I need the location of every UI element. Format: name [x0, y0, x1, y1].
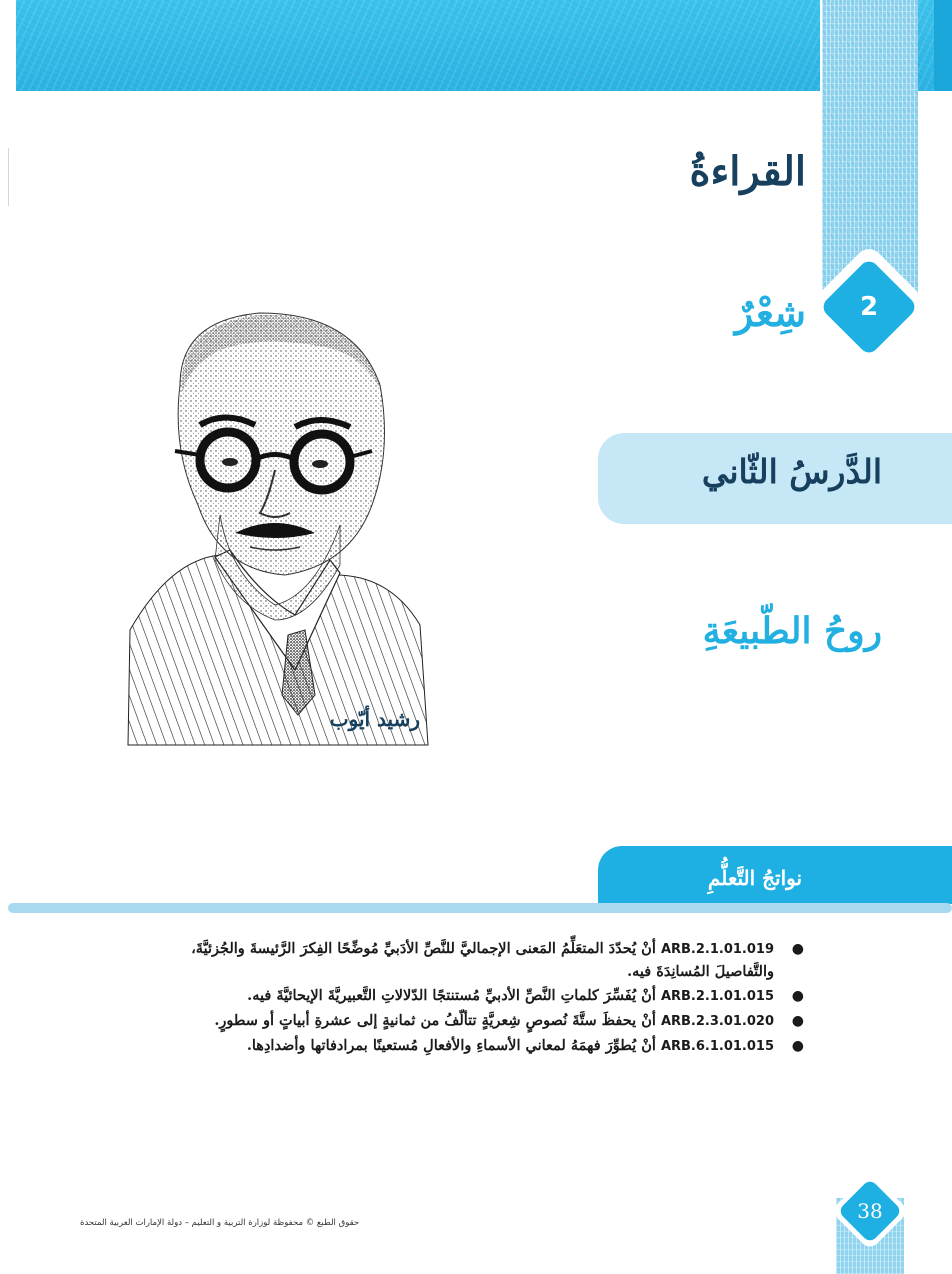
outcome-code: ARB.2.3.01.020	[660, 1014, 774, 1029]
outcome-code: ARB.2.1.01.015	[660, 989, 774, 1004]
outcome-item	[150, 938, 810, 983]
outcome-text: أنْ يُحدّدَ المتعَلِّمُ المَعنى الإجماليَّ للنَّصِّ الأدَبيِّ مُوضِّحًا الفِكرَ الرَّئيسةَ والجُزئيَّةَ، والتَّفاصيلَ المُسانِدَةَ فيه.	[191, 940, 774, 980]
banner-edge	[934, 0, 952, 91]
outcome-code: ARB.2.1.01.019	[660, 942, 774, 957]
section-title: القراءةُ	[689, 148, 806, 195]
outcome-code: ARB.6.1.01.015	[660, 1039, 774, 1054]
portrait-drawing	[128, 313, 428, 745]
lesson-title: الدَّرسُ الثّاني	[701, 452, 882, 491]
bullet-icon: ●	[791, 1013, 804, 1029]
outcomes-title: نواتجُ التَّعلُّمِ	[707, 866, 803, 890]
page-number: 38	[857, 1199, 883, 1223]
unit-number: 2	[859, 292, 879, 322]
bullet-icon: ●	[791, 988, 804, 1004]
outcome-item	[150, 1010, 810, 1033]
top-banner	[16, 0, 952, 91]
poem-title: روحُ الطّبيعَةِ	[702, 610, 882, 652]
genre-title: شِعْرٌ	[734, 290, 806, 335]
outcomes-list	[150, 938, 810, 1060]
margin-mark	[8, 148, 9, 206]
copyright-notice: حقوق الطبع © محفوظة لوزارة التربية و التعليم – دولة الإمارات العربية المتحدة	[80, 1218, 360, 1228]
poet-name-caption: رشيد أيّوب	[329, 707, 420, 731]
outcome-text: أنْ يُفَسِّرَ كلماتِ النَّصِّ الأدبيِّ مُستنتجًا الدّلالاتِ التَّعبيريَّةَ الإيحائيَّةَ فيه.	[247, 987, 656, 1004]
outcome-text: أنْ يحفظَ ستَّةَ نُصوصٍ شِعريَّةٍ تتألّفُ من ثمانيةٍ إلى عشرةِ أبياتٍ أو سطورٍ.	[214, 1012, 656, 1029]
bullet-icon: ●	[791, 941, 804, 957]
outcome-item	[150, 1035, 810, 1058]
divider-bar	[8, 903, 952, 913]
outcome-text: أنْ يُطوِّرَ فهمَهُ لمعاني الأسماءِ والأفعالِ مُستعينًا بمرادفاتها وأضدادِها.	[246, 1037, 656, 1054]
bullet-icon: ●	[791, 1038, 804, 1054]
poet-portrait	[110, 275, 432, 750]
outcome-item	[150, 985, 810, 1008]
